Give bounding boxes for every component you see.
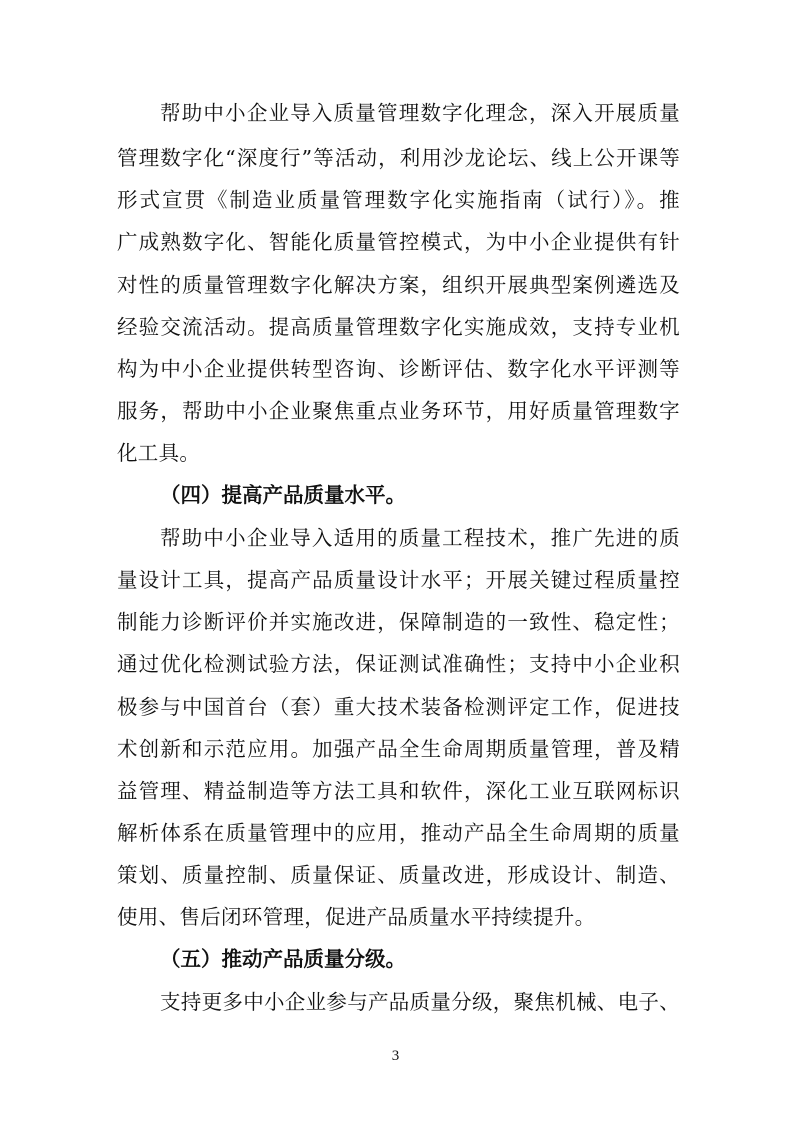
- paragraph-1-line: 广成熟数字化、智能化质量管控模式，为中小企业提供有针: [117, 230, 680, 254]
- paragraph-2-line: 极参与中国首台（套）重大技术装备检测评定工作，促进技: [117, 695, 680, 719]
- paragraph-1-line: 经验交流活动。提高质量管理数字化实施成效，支持专业机: [117, 315, 680, 339]
- paragraph-2-line: 量设计工具，提高产品质量设计水平；开展关键过程质量控: [117, 568, 680, 592]
- paragraph-2-line: 策划、质量控制、质量保证、质量改进，形成设计、制造、: [117, 863, 680, 887]
- paragraph-1-line: 帮助中小企业导入质量管理数字化理念，深入开展质量: [160, 101, 680, 125]
- section-heading-5: （五）推动产品质量分级。: [160, 947, 406, 971]
- paragraph-2-line: 解析体系在质量管理中的应用，推动产品全生命周期的质量: [117, 821, 680, 845]
- paragraph-2-line: 益管理、精益制造等方法工具和软件，深化工业互联网标识: [117, 779, 680, 803]
- paragraph-1-line: 对性的质量管理数字化解决方案，组织开展典型案例遴选及: [117, 273, 680, 297]
- section-heading-4: （四）提高产品质量水平。: [160, 483, 406, 507]
- paragraph-2-line: 术创新和示范应用。加强产品全生命周期质量管理，普及精: [117, 737, 680, 761]
- paragraph-2-line: 通过优化检测试验方法，保证测试准确性；支持中小企业积: [117, 652, 680, 676]
- paragraph-1-line: 管理数字化“深度行”等活动，利用沙龙论坛、线上公开课等: [117, 146, 680, 170]
- paragraph-2-line: 使用、售后闭环管理，促进产品质量水平持续提升。: [117, 905, 596, 929]
- paragraph-1-line: 形式宣贯《制造业质量管理数字化实施指南（试行）》。推: [117, 188, 680, 212]
- paragraph-2-line: 制能力诊断评价并实施改进，保障制造的一致性、稳定性；: [117, 610, 680, 634]
- paragraph-3-line: 支持更多中小企业参与产品质量分级，聚焦机械、电子、: [160, 990, 680, 1014]
- paragraph-1-line: 构为中小企业提供转型咨询、诊断评估、数字化水平评测等: [117, 357, 680, 381]
- paragraph-2-line: 帮助中小企业导入适用的质量工程技术，推广先进的质: [160, 526, 680, 550]
- paragraph-1-line: 化工具。: [117, 441, 201, 465]
- paragraph-1-line: 服务，帮助中小企业聚焦重点业务环节，用好质量管理数字: [117, 399, 680, 423]
- page-number: 3: [391, 1048, 400, 1064]
